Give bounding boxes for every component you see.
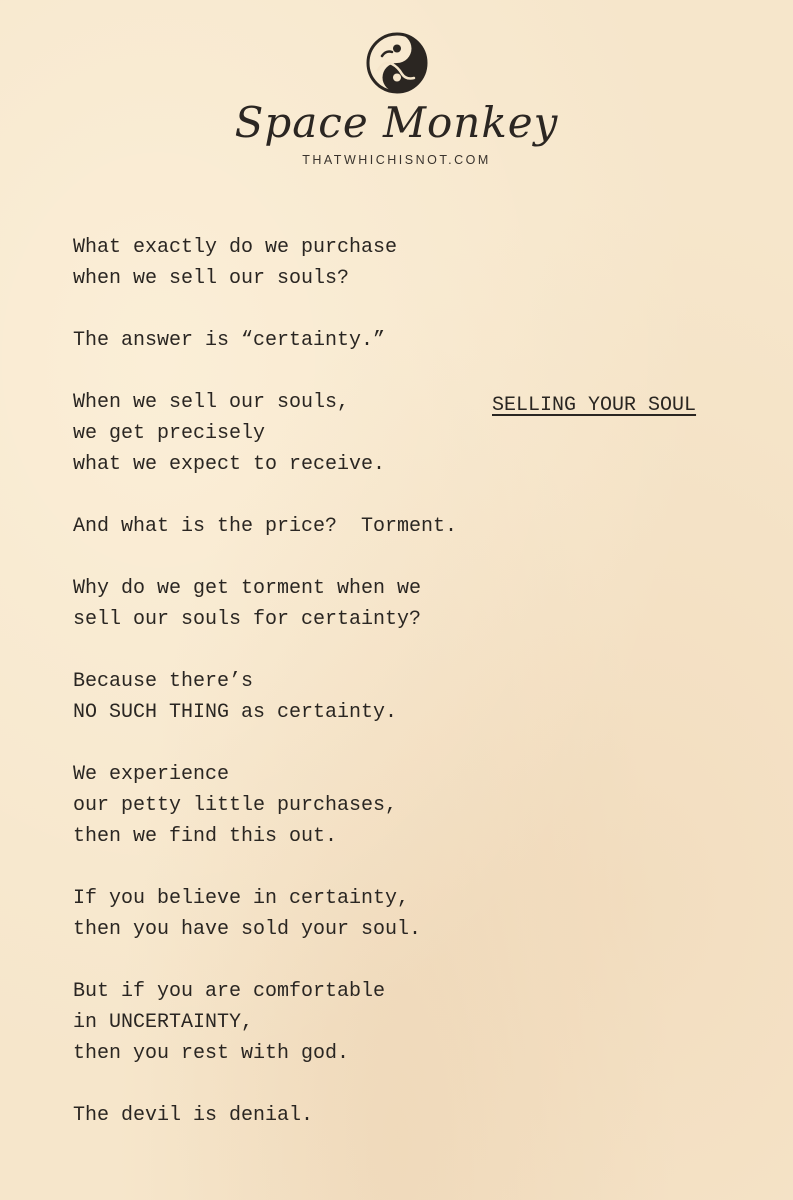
poem-line: The answer is “certainty.”: [73, 329, 386, 352]
poem-line: And what is the price? Torment.: [73, 515, 458, 538]
poem-line: Because there’s: [73, 670, 254, 693]
stanza: [73, 1100, 533, 1131]
stanza: [73, 325, 533, 356]
poem-line: If you believe in certainty,: [73, 887, 410, 910]
poem-line: But if you are comfortable: [73, 980, 386, 1003]
poem-line: The devil is denial.: [73, 1104, 314, 1127]
stanza: [73, 573, 533, 635]
poem-line: we get precisely: [73, 422, 266, 445]
brand-url: THATWHICHISNOT.COM: [302, 153, 491, 167]
poem-line: in UNCERTAINTY,: [73, 1011, 254, 1034]
poem-line: our petty little purchases,: [73, 794, 398, 817]
poem-line: when we sell our souls?: [73, 267, 350, 290]
poem-title: SELLING YOUR SOUL: [492, 394, 697, 417]
poem-line: then we find this out.: [73, 825, 338, 848]
logo: [0, 30, 793, 167]
poem-line: what we expect to receive.: [73, 453, 386, 476]
poem-line: What exactly do we purchase: [73, 236, 398, 259]
stanza: [73, 387, 533, 480]
stanza: [73, 511, 533, 542]
poem-line: sell our souls for certainty?: [73, 608, 422, 631]
stanza: [73, 666, 533, 728]
poem-line: NO SUCH THING as certainty.: [73, 701, 398, 724]
poem-line: Why do we get torment when we: [73, 577, 422, 600]
stanza: [73, 883, 533, 945]
poem-body: [73, 232, 533, 1162]
stanza: [73, 976, 533, 1069]
poem-line: then you rest with god.: [73, 1042, 350, 1065]
poem-line: We experience: [73, 763, 230, 786]
stanza: [73, 759, 533, 852]
stanza: [73, 232, 533, 294]
poem-line: then you have sold your soul.: [73, 918, 422, 941]
brand-name: Space Monkey: [234, 98, 559, 147]
poem-line: When we sell our souls,: [73, 391, 350, 414]
monkey-yin-yang-icon: [364, 30, 430, 96]
